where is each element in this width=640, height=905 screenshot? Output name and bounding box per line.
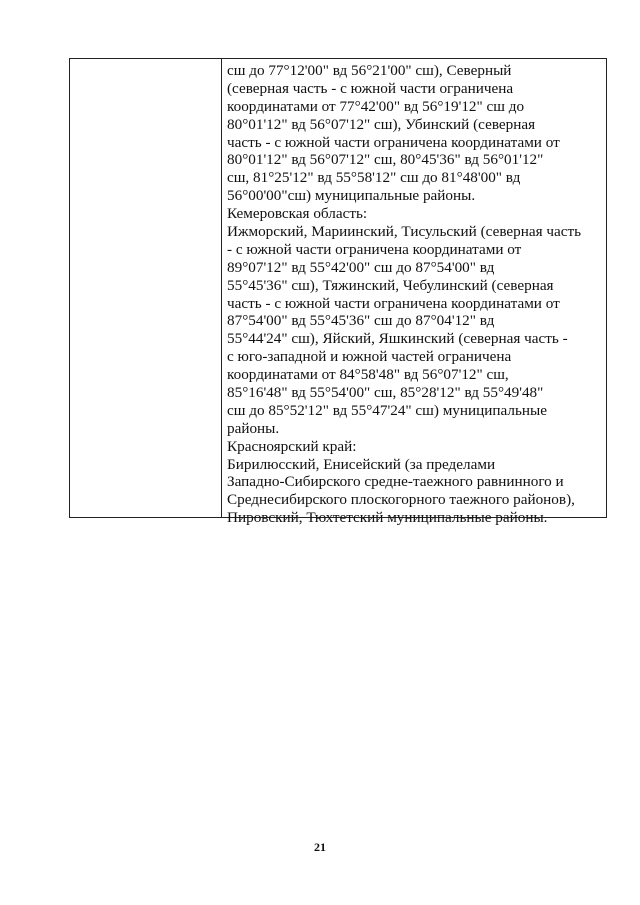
text-line: Западно-Сибирского средне-таежного равнинного и — [227, 473, 564, 491]
text-line: координатами от 84°58'48" вд 56°07'12" сш, — [227, 366, 509, 384]
column-divider — [221, 59, 222, 517]
text-line: сш до 77°12'00" вд 56°21'00" сш), Северный — [227, 62, 512, 79]
text-line: сш до 85°52'12" вд 55°47'24" сш) муниципальные — [227, 401, 547, 419]
text-line: 85°16'48" вд 55°54'00" сш, 85°28'12" вд 55°49'48" — [227, 384, 544, 402]
text-line: 80°01'12" вд 56°07'12" сш, 80°45'36" вд 56°01'12" — [227, 151, 544, 169]
text-line: Пировский, Тюхтетский муниципальные районы. — [227, 509, 548, 527]
text-line: с юго-западной и южной частей ограничена — [227, 348, 512, 366]
text-line: 87°54'00" вд 55°45'36" сш до 87°04'12" вд — [227, 312, 495, 330]
text-line: Бирилюсский, Енисейский (за пределами — [227, 455, 496, 473]
text-line: 89°07'12" вд 55°42'00" сш до 87°54'00" вд — [227, 258, 495, 276]
text-line: 55°45'36" сш), Тяжинский, Чебулинский (северная — [227, 276, 554, 294]
text-line: районы. — [227, 419, 280, 437]
table-cell-right — [227, 62, 605, 527]
region-heading: Красноярский край: — [227, 437, 357, 455]
document-table — [69, 58, 607, 527]
text-line: координатами от 77°42'00" вд 56°19'12" сш до — [227, 97, 525, 115]
text-line: - с южной части ограничена координатами от — [227, 240, 522, 258]
page-number: 21 — [314, 840, 326, 854]
text-line: часть - с южной части ограничена координатами от — [227, 294, 560, 312]
text-line: Ижморский, Мариинский, Тисульский (северная часть — [227, 223, 582, 241]
text-line: (северная часть - с южной части ограничена — [227, 79, 514, 97]
text-line: сш, 81°25'12" вд 55°58'12" сш до 81°48'00" вд — [227, 169, 521, 187]
text-line: Среднесибирского плоскогорного таежного районов), — [227, 491, 575, 509]
text-line: 56°00'00"сш) муниципальные районы. — [227, 187, 476, 205]
text-line: 55°44'24" сш), Яйский, Яшкинский (северная часть - — [227, 330, 568, 348]
text-line: часть - с южной части ограничена координатами от — [227, 133, 560, 151]
text-line: 80°01'12" вд 56°07'12" сш), Убинский (северная — [227, 115, 536, 133]
region-heading: Кемеровская область: — [227, 205, 368, 223]
